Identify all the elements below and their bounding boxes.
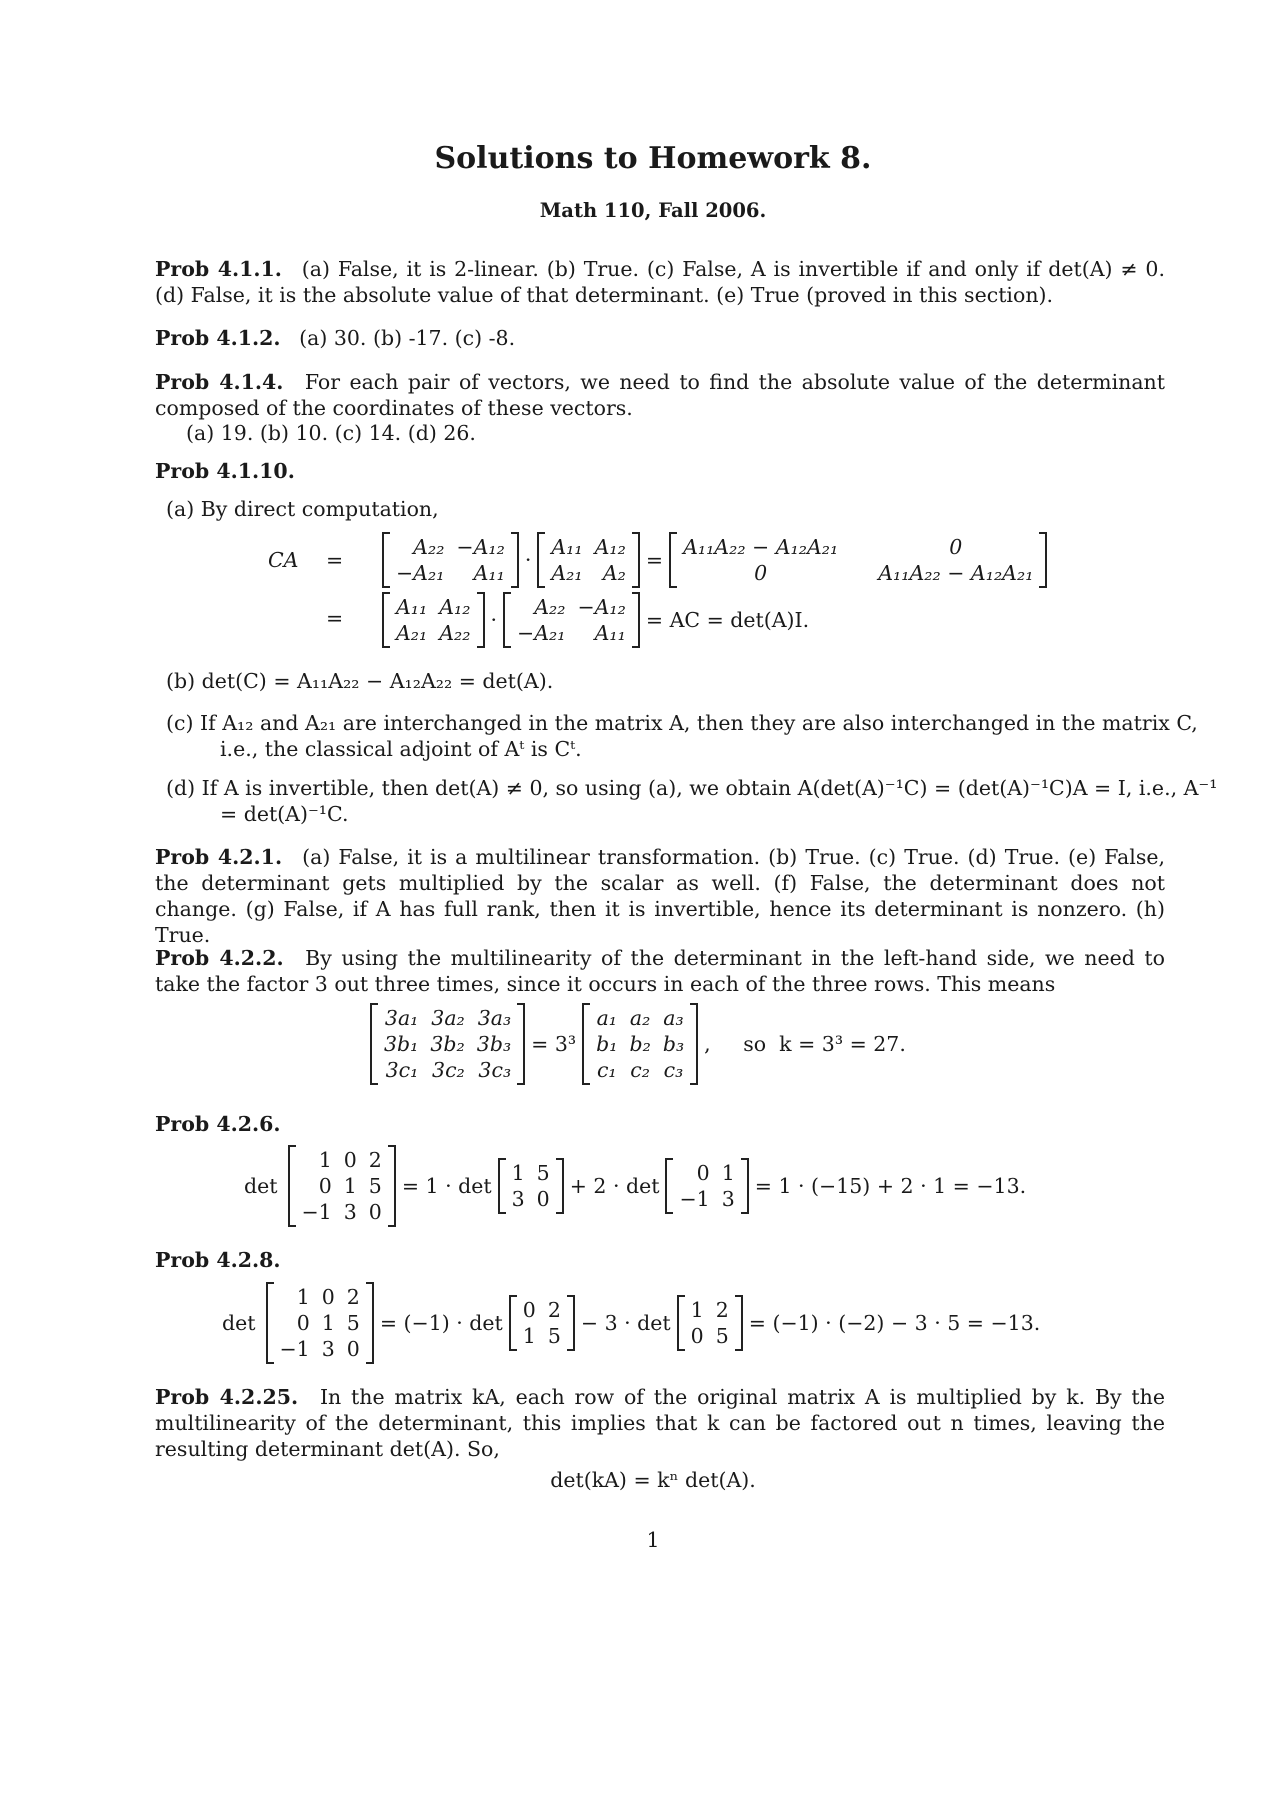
matrix-m1: A₂₂ −A₁₂ −A₂₁ A₁₁ (396, 535, 505, 585)
matrix-3x3: 1 0 2 0 1 5 −1 3 0 (301, 1148, 382, 1224)
problem-4-1-2 (155, 325, 1165, 351)
matrix-m5: A₂₂ −A₁₂ −A₂₁ A₁₁ (517, 595, 626, 645)
page-number: 1 (646, 1528, 660, 1552)
problem-4-1-10-a-intro: (a) By direct computation, (166, 497, 439, 521)
problem-4-2-8-label: Prob 4.2.8. (155, 1248, 281, 1272)
eq-sign: = (326, 548, 344, 572)
eq-tail: = AC = det(A)I. (645, 608, 810, 632)
page-subtitle: Math 110, Fall 2006. (539, 199, 767, 222)
page-title: Solutions to Homework 8. (434, 141, 872, 176)
matrix-3x3: 1 0 2 0 1 5 −1 3 0 (279, 1285, 360, 1361)
problem-text: (a) False, it is 2-linear. (b) True. (c) False, A is invertible if and only if det(A) ≠ 0. (d) False, it is the absolute value of that determinant. (e) True (proved in this section). (155, 257, 1165, 307)
problem-4-2-2 (155, 945, 1165, 997)
problem-label: Prob 4.2.25. (155, 1385, 299, 1409)
problem-label: Prob 4.1.4. (155, 370, 284, 394)
eq-tail: , so k = 3³ = 27. (704, 1032, 906, 1056)
problem-4-1-10-c: (c) If A₁₂ and A₂₁ are interchanged in the matrix A, then they are also interchanged in the matrix C, i.e., the classical adjoint of Aᵗ is Cᵗ. (166, 711, 1198, 761)
formula-det-ka: det(kA) = kⁿ det(A). (550, 1468, 756, 1492)
minor-1: 0 2 1 5 (522, 1298, 561, 1348)
minor-1: 1 5 3 0 (511, 1161, 550, 1211)
problem-label: Prob 4.1.2. (155, 326, 281, 350)
problem-4-2-6-label: Prob 4.2.6. (155, 1112, 281, 1136)
equation-ca-line2: A₁₁ A₁₂ A₂₁ A₂₂ · A₂₂ −A₁₂ −A₂₁ A₁₁ = AC = det(A)I. (382, 592, 815, 654)
matrix-3a: 3a₁ 3a₂ 3a₃ 3b₁ 3b₂ 3b₃ 3c₁ 3c₂ 3c₃ (384, 1006, 512, 1082)
problem-4-2-25 (155, 1384, 1165, 1462)
matrix-m4: A₁₁ A₁₂ A₂₁ A₂₂ (396, 595, 471, 645)
problem-4-1-1 (155, 256, 1165, 308)
problem-4-1-4-answers: (a) 19. (b) 10. (c) 14. (d) 26. (186, 421, 476, 445)
equation-4-2-6: det 1 0 2 0 1 5 −1 3 0 = 1 · det 1 5 3 0 + 2 · det 0 1 −1 3 = 1 · (−15) + 2 · 1 = −13. (244, 1145, 1032, 1227)
eq-lhs: CA (268, 548, 299, 572)
eq-sign-line2: = (326, 606, 344, 630)
problem-4-1-10-b: (b) det(C) = A₁₁A₂₂ − A₁₂A₂₂ = det(A). (166, 669, 554, 693)
problem-text: In the matrix kA, each row of the original matrix A is multiplied by k. By the multilinearity of the determinant, this implies that k can be factored out n times, leaving the resulting determinant det(A). So, (155, 1385, 1165, 1461)
problem-text: (a) 30. (b) -17. (c) -8. (299, 326, 516, 350)
problem-label: Prob 4.1.1. (155, 257, 282, 281)
equation-4-2-2: 3a₁ 3a₂ 3a₃ 3b₁ 3b₂ 3b₃ 3c₁ 3c₂ 3c₃ = 3³ a₁ a₂ a₃ b₁ b₂ b₃ c₁ c₂ c₃ , so k = 3³ = 27. (370, 1003, 912, 1091)
problem-4-2-1 (155, 844, 1165, 948)
matrix-m3: A₁₁A₂₂ − A₁₂A₂₁ 0 0 A₁₁A₂₂ − A₁₂A₂₁ (683, 535, 1034, 585)
problem-text: (a) False, it is a multilinear transformation. (b) True. (c) True. (d) True. (e) False, the determinant gets multiplied by the scalar as well. (f) False, the determinant does not change. (g) False, if A has full rank, then it is invertible, hence its determinant is nonzero. (h) True. (155, 845, 1166, 947)
equation-ca-line1: CA = A₂₂ −A₁₂ −A₂₁ A₁₁ · A₁₁ A₁₂ A₂₁ A₂ = A₁₁A₂₂ − A₁₂A₂₁ 0 0 A₁₁A₂₂ − A₁₂A₂₁ (268, 532, 1047, 588)
minor-2: 0 1 −1 3 (679, 1161, 735, 1211)
problem-label: Prob 4.2.1. (155, 845, 283, 869)
problem-4-1-4 (155, 369, 1165, 421)
equation-4-2-8: det 1 0 2 0 1 5 −1 3 0 = (−1) · det 0 2 1 5 − 3 · det 1 2 0 5 = (−1) · (−2) − 3 · 5 = −13. (222, 1282, 1046, 1364)
problem-label: Prob 4.2.2. (155, 946, 284, 970)
problem-4-1-10-label: Prob 4.1.10. (155, 459, 295, 483)
matrix-m2: A₁₁ A₁₂ A₂₁ A₂ (551, 535, 626, 585)
problem-4-1-10-d: (d) If A is invertible, then det(A) ≠ 0, so using (a), we obtain A(det(A)⁻¹C) = (det(A)⁻¹C)A = I, i.e., A⁻¹ = det(A)⁻¹C. (166, 776, 1218, 826)
minor-2: 1 2 0 5 (690, 1298, 729, 1348)
matrix-a: a₁ a₂ a₃ b₁ b₂ b₃ c₁ c₂ c₃ (596, 1006, 685, 1082)
problem-text: For each pair of vectors, we need to find the absolute value of the determinant composed of the coordinates of these vectors. (155, 370, 1165, 420)
problem-text: By using the multilinearity of the determinant in the left-hand side, we need to take the factor 3 out three times, since it occurs in each of the three rows. This means (155, 946, 1165, 996)
